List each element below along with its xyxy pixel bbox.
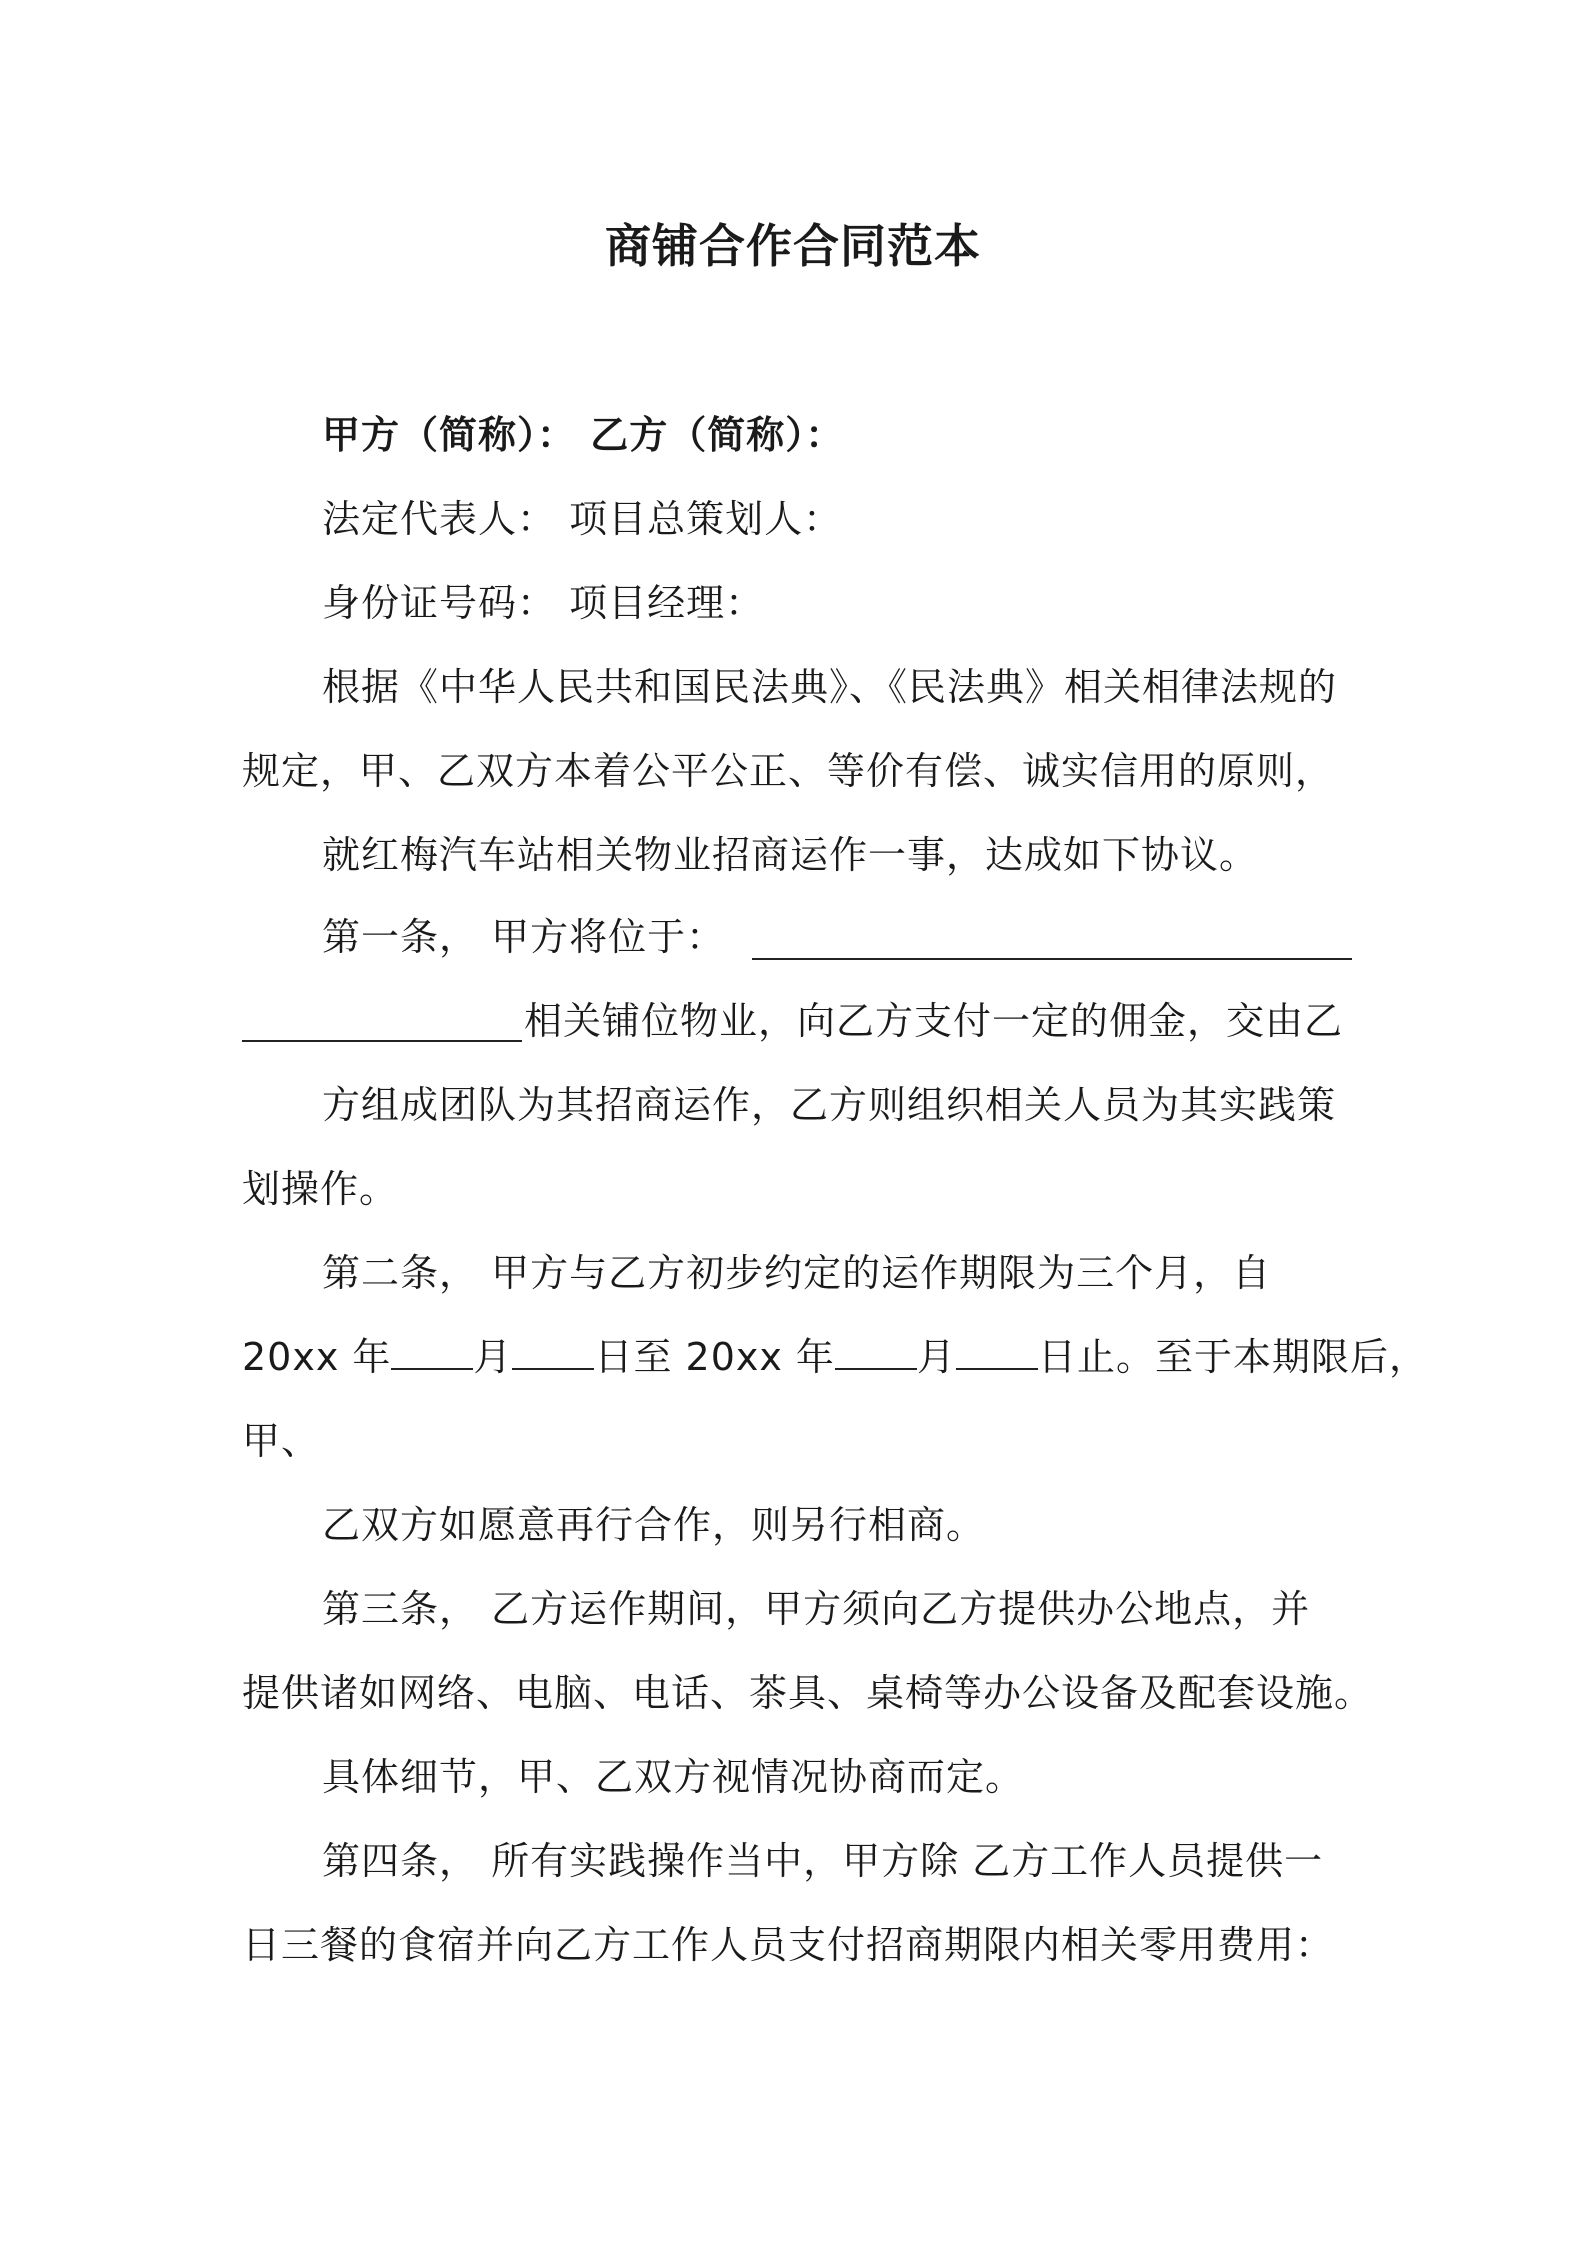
article-4-line-2: 日三餐的食宿并向乙方工作人员支付招商期限内相关零用费用： xyxy=(242,1923,1335,1967)
article-2-line-2 xyxy=(242,1332,1428,1382)
end-day-blank xyxy=(956,1332,1038,1370)
article-4-line-1: 第四条， 所有实践操作当中，甲方除 乙方工作人员提供一 xyxy=(322,1839,1324,1883)
article-2-line-3: 甲、 xyxy=(242,1419,321,1463)
start-month-blank xyxy=(391,1332,473,1370)
start-year: 20xx 年 xyxy=(242,1335,392,1379)
article-1-line-4: 划操作。 xyxy=(242,1167,399,1211)
representative-line: 法定代表人： 项目总策划人： xyxy=(322,497,843,541)
intro-line-2: 规定，甲、乙双方本着公平公正、等价有偿、诚实信用的原则， xyxy=(242,749,1335,793)
end-month-blank xyxy=(835,1332,917,1370)
end-month-label: 月 xyxy=(916,1335,956,1379)
article-2-line-4: 乙双方如愿意再行合作，则另行相商。 xyxy=(322,1503,986,1547)
article-3-line-1: 第三条， 乙方运作期间，甲方须向乙方提供办公地点，并 xyxy=(322,1587,1311,1631)
party-line: 甲方（简称）： 乙方（简称）： xyxy=(322,413,845,457)
start-month-label: 月 xyxy=(473,1335,513,1379)
article-2-line-1: 第二条， 甲方与乙方初步约定的运作期限为三个月，自 xyxy=(322,1251,1272,1295)
article-1-label: 第一条， 甲方将位于： xyxy=(322,915,726,959)
article-1-line-1 xyxy=(322,912,725,962)
document-title: 商铺合作合同范本 xyxy=(605,219,981,273)
end-day-label: 日止。至于本期限后， xyxy=(1037,1335,1428,1379)
intro-line-3: 就红梅汽车站相关物业招商运作一事，达成如下协议。 xyxy=(322,833,1259,877)
start-day-blank xyxy=(512,1332,594,1370)
article-1-line-2: 相关铺位物业，向乙方支付一定的佣金，交由乙 xyxy=(524,999,1344,1043)
intro-line-1: 根据《中华人民共和国民法典》、《民法典》相关相律法规的 xyxy=(322,665,1338,709)
article-1-location-blank-2 xyxy=(242,1004,522,1042)
article-1-location-blank xyxy=(752,922,1352,960)
id-number-line: 身份证号码： 项目经理： xyxy=(322,581,765,625)
end-year: 日至 20xx 年 xyxy=(594,1335,835,1379)
article-1-line-3: 方组成团队为其招商运作，乙方则组织相关人员为其实践策 xyxy=(322,1083,1337,1127)
article-3-line-3: 具体细节，甲、乙双方视情况协商而定。 xyxy=(322,1755,1025,1799)
article-3-line-2: 提供诸如网络、电脑、电话、茶具、桌椅等办公设备及配套设施。 xyxy=(242,1671,1374,1715)
